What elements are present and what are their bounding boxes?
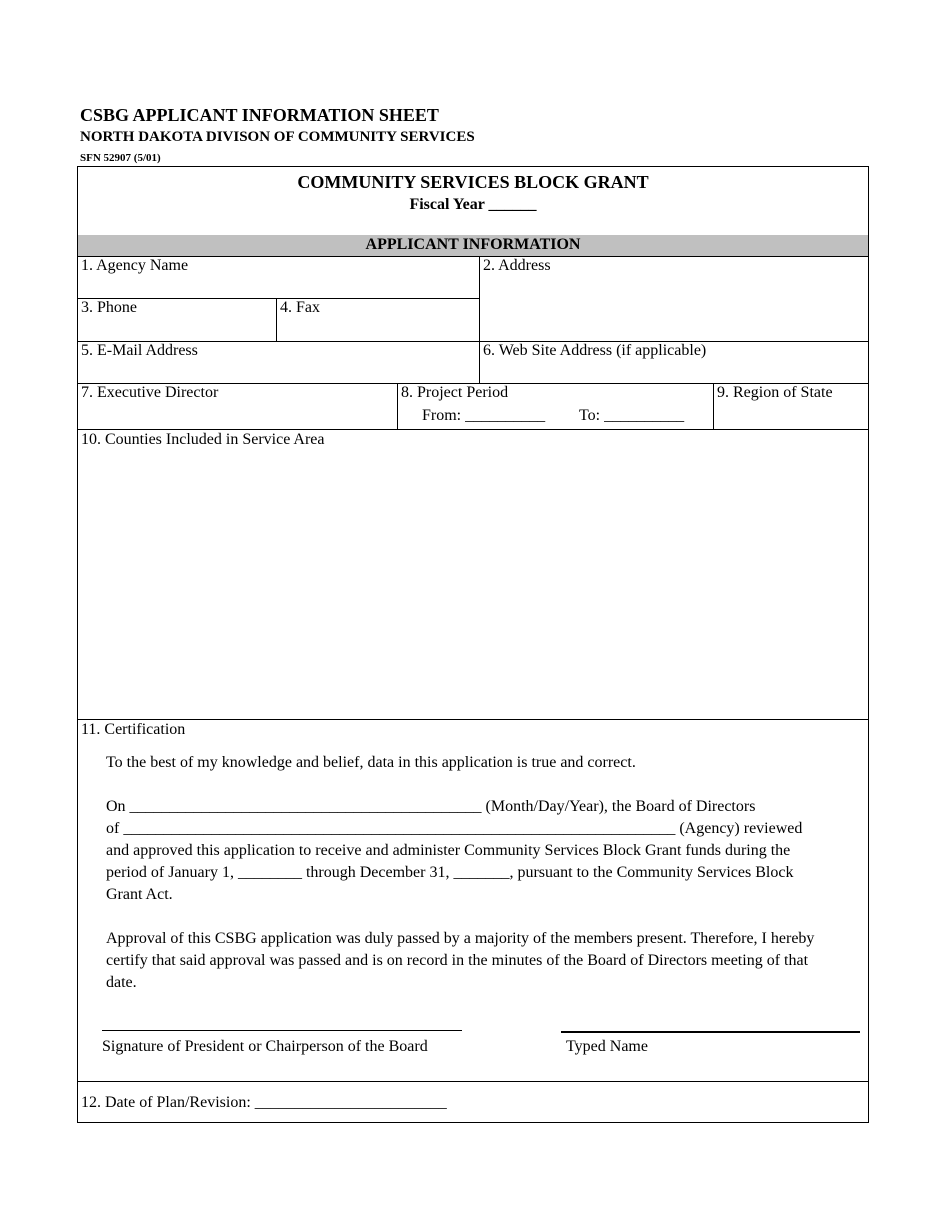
section-heading: APPLICANT INFORMATION [365,236,581,253]
typed-name-line[interactable] [561,1031,860,1033]
fax-field[interactable]: 4. Fax [280,299,320,316]
project-period-label: 8. Project Period [401,384,509,401]
grant-title: COMMUNITY SERVICES BLOCK GRANT [297,172,649,192]
form-title: CSBG APPLICANT INFORMATION SHEET [80,105,439,125]
approval-text-2: certify that said approval was passed and is on record in the minutes of the Board of Directors meeting of that [106,952,809,969]
divider [78,1081,868,1082]
division-name: NORTH DAKOTA DIVISON OF COMMUNITY SERVICES [80,129,475,145]
certification-heading: 11. Certification [81,721,186,738]
counties-field[interactable]: 10. Counties Included in Service Area [81,431,325,448]
fiscal-year-field[interactable]: Fiscal Year ______ [409,196,537,213]
signature-label: Signature of President or Chairperson of the Board [102,1038,428,1055]
approval-text-1: Approval of this CSBG application was duly passed by a majority of the members present. Therefore, I hereby [106,930,815,947]
website-field[interactable]: 6. Web Site Address (if applicable) [483,342,707,359]
typed-name-label: Typed Name [566,1038,648,1055]
phone-field[interactable]: 3. Phone [81,299,137,316]
board-date-line[interactable]: On ____________________________________________ (Month/Day/Year), the Board of Directors [106,798,756,815]
form-frame [77,166,869,1123]
divider [78,719,868,720]
divider [397,383,398,429]
divider [78,256,868,257]
project-from-field[interactable]: From: __________ [422,407,546,424]
project-to-field[interactable]: To: __________ [579,407,685,424]
agency-name-field[interactable]: 1. Agency Name [81,257,189,274]
divider [276,298,277,341]
plan-date-field[interactable]: 12. Date of Plan/Revision: ________________________ [81,1094,447,1111]
board-period-line[interactable]: period of January 1, ________ through December 31, _______, pursuant to the Community Services Block [106,864,794,881]
region-field[interactable]: 9. Region of State [717,384,833,401]
divider [78,298,479,299]
divider [78,429,868,430]
board-act-text: Grant Act. [106,886,173,903]
executive-director-field[interactable]: 7. Executive Director [81,384,219,401]
board-approval-text: and approved this application to receive and administer Community Services Block Grant funds during the [106,842,791,859]
certification-statement: To the best of my knowledge and belief, data in this application is true and correct. [106,754,636,771]
form-number: SFN 52907 (5/01) [80,152,161,164]
email-field[interactable]: 5. E-Mail Address [81,342,198,359]
signature-line[interactable] [102,1030,462,1031]
divider [713,383,714,429]
address-field[interactable]: 2. Address [483,257,551,274]
approval-text-3: date. [106,974,137,991]
board-agency-line[interactable]: of _____________________________________________________________________ (Agency) reviewed [106,820,803,837]
divider [479,256,480,383]
